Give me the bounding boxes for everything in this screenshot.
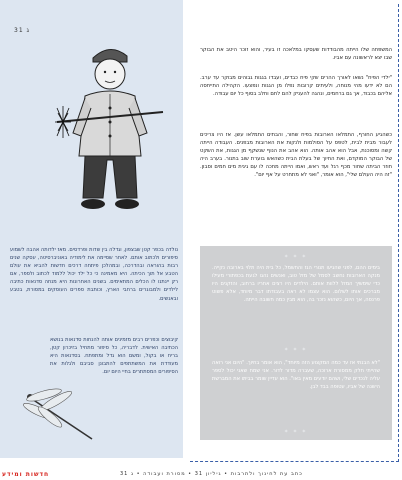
sidebar-paragraph-2: קיבוצים וכפרים רבים מזמינים אותה להנחות סדנאות בנושא הכתיבה האישית. לדבריה, כל סיפור מתחיל בזיכרון קטן, בריח או בקול, ומשם הוא גדל ומתפתח. בסדנאות היא מעודדת את המשתתפים להתבונן סביבם ולגלות את הסיפורים המסתתרים בחיי היום יום. [50,337,178,376]
main-paragraph-4: כשהגיע החורף, התמלאו הארובות בפיח שחור, והבתים התמלאו עשן. אז היו צריכים לעבור מבית לבית, לטפס על הסולמות ולנקות את הארובות מבפנים. העבודה הייתה קשה ומסוכנת, אבל הוא אהב אותה. הוא אהב את הנוף שנשקף מן הגגות, את השקט של הבוקר המוקדם, ואת החיוך של בעלת הבית כשהאש בוערת שוב בתנור. בערב היה חוזר הביתה שחור מכף רגל ועד ראש, ואמו הייתה מחכה לו עם גיגית מים חמים וסבון. "זה היה העולם שלי", הוא אומר, "ואני לא מתחרט על אף יום". [200,132,392,179]
footer-red-text: חדשות ומידע [2,471,50,478]
quote-paragraph-2: "לא הבנתי אז עד כמה המקצוע הזה מיוחד", הוא אומר בחיוך. "היום אני רואה שהייתי חלק ממסורת ארוכה, שעברה מדור לדור. אני שמח שאני יכול לספר עליה לנכדים שלי, ושהם יודעים מאין באו". הוא עדיין שומר בביתו את המברשת הישנה של אביו, עטופה בבד לבן. [212,360,380,391]
cut-line-bottom [190,461,399,462]
cut-line-right [398,4,399,462]
quote-paragraph-1: בימים ההם, לפני שהגיעו תנורי הגז והחשמל, כל בית היה תלוי בארובה נקייה. מנקה הארובות נחשב לסמל של מזל טוב, ואנשים נהגו לגעת בכפתורי מעילו כדי שימשיך המזל ללוות אותם. הילדים היו רצים אחריו ברחוב, והזקנים היו מברכים אותו לשלום. הוא עצמו לא ראה בעבודתו דבר מיוחד, אלא פשוט פרנסה, אך היום, כשהוא נזכר בה, הוא מבין כמה חשובה הייתה. [212,265,380,304]
footer-strip [0,466,402,480]
quote-box [200,246,392,440]
main-paragraph-2: "ילדי הפיח" נשאו לאורך ההרים שקי פיח כבדים, ועבדו בגגות גבוהים מבוקר עד ערב. הם לא ידעו מהי מנוחה, ולעיתים קרובות נפלו מן הגגות ונפצעו. הקהילה התייחסה אליהם בכבוד, אך גם ברחמים, ונהגה להעניק להם לחם וחלב בסוף כל יום עבודה. [200,75,392,98]
chimney-sweep-illustration [55,38,165,218]
dragonfly-icon [14,385,100,445]
star-divider: * * * [284,347,308,354]
star-divider: * * * [284,254,308,261]
sidebar-paragraph-1: נולדה בכפר קטן שבצפון, וגדלה בין שדות ופרדסים. מאז ילדותה אהבה לשמוע סיפורים ולכתוב אותם. לאחר שסיימה את לימודיה באוניברסיטה, עסקה שנים רבות בהוראה ובהדרכה, ובמהלכן פיתחה דרכים חדשות להביא את עולם הטבע אל תוך הכיתה. היא מאמינה כי כל ילד יכול ללמוד לכתוב ולספר, אם רק יינתנו לו הכלים המתאימים. בשנים האחרונות היא מנחה סדנאות כתיבה לילדים ולמבוגרים ברחבי הארץ, וכותבת ספרים העוסקים במסורת, בטבע ובאנשים. [10,247,178,302]
sidebar-column [0,0,183,458]
page-number: ג 31 [14,27,31,34]
main-paragraph-1: המשפחה שלו הייתה מהבודדות שעסקו במלאכה זו בעיר, והוא זוכר היטב את הבוקר שבו יצא לראשונה עם אביו. [200,47,392,62]
footer-text: כתב עת לחינוך ולתרבות • גיליון 31 • מסורת ועבודה • ג 31 [120,471,303,477]
star-divider: * * * [284,429,308,436]
